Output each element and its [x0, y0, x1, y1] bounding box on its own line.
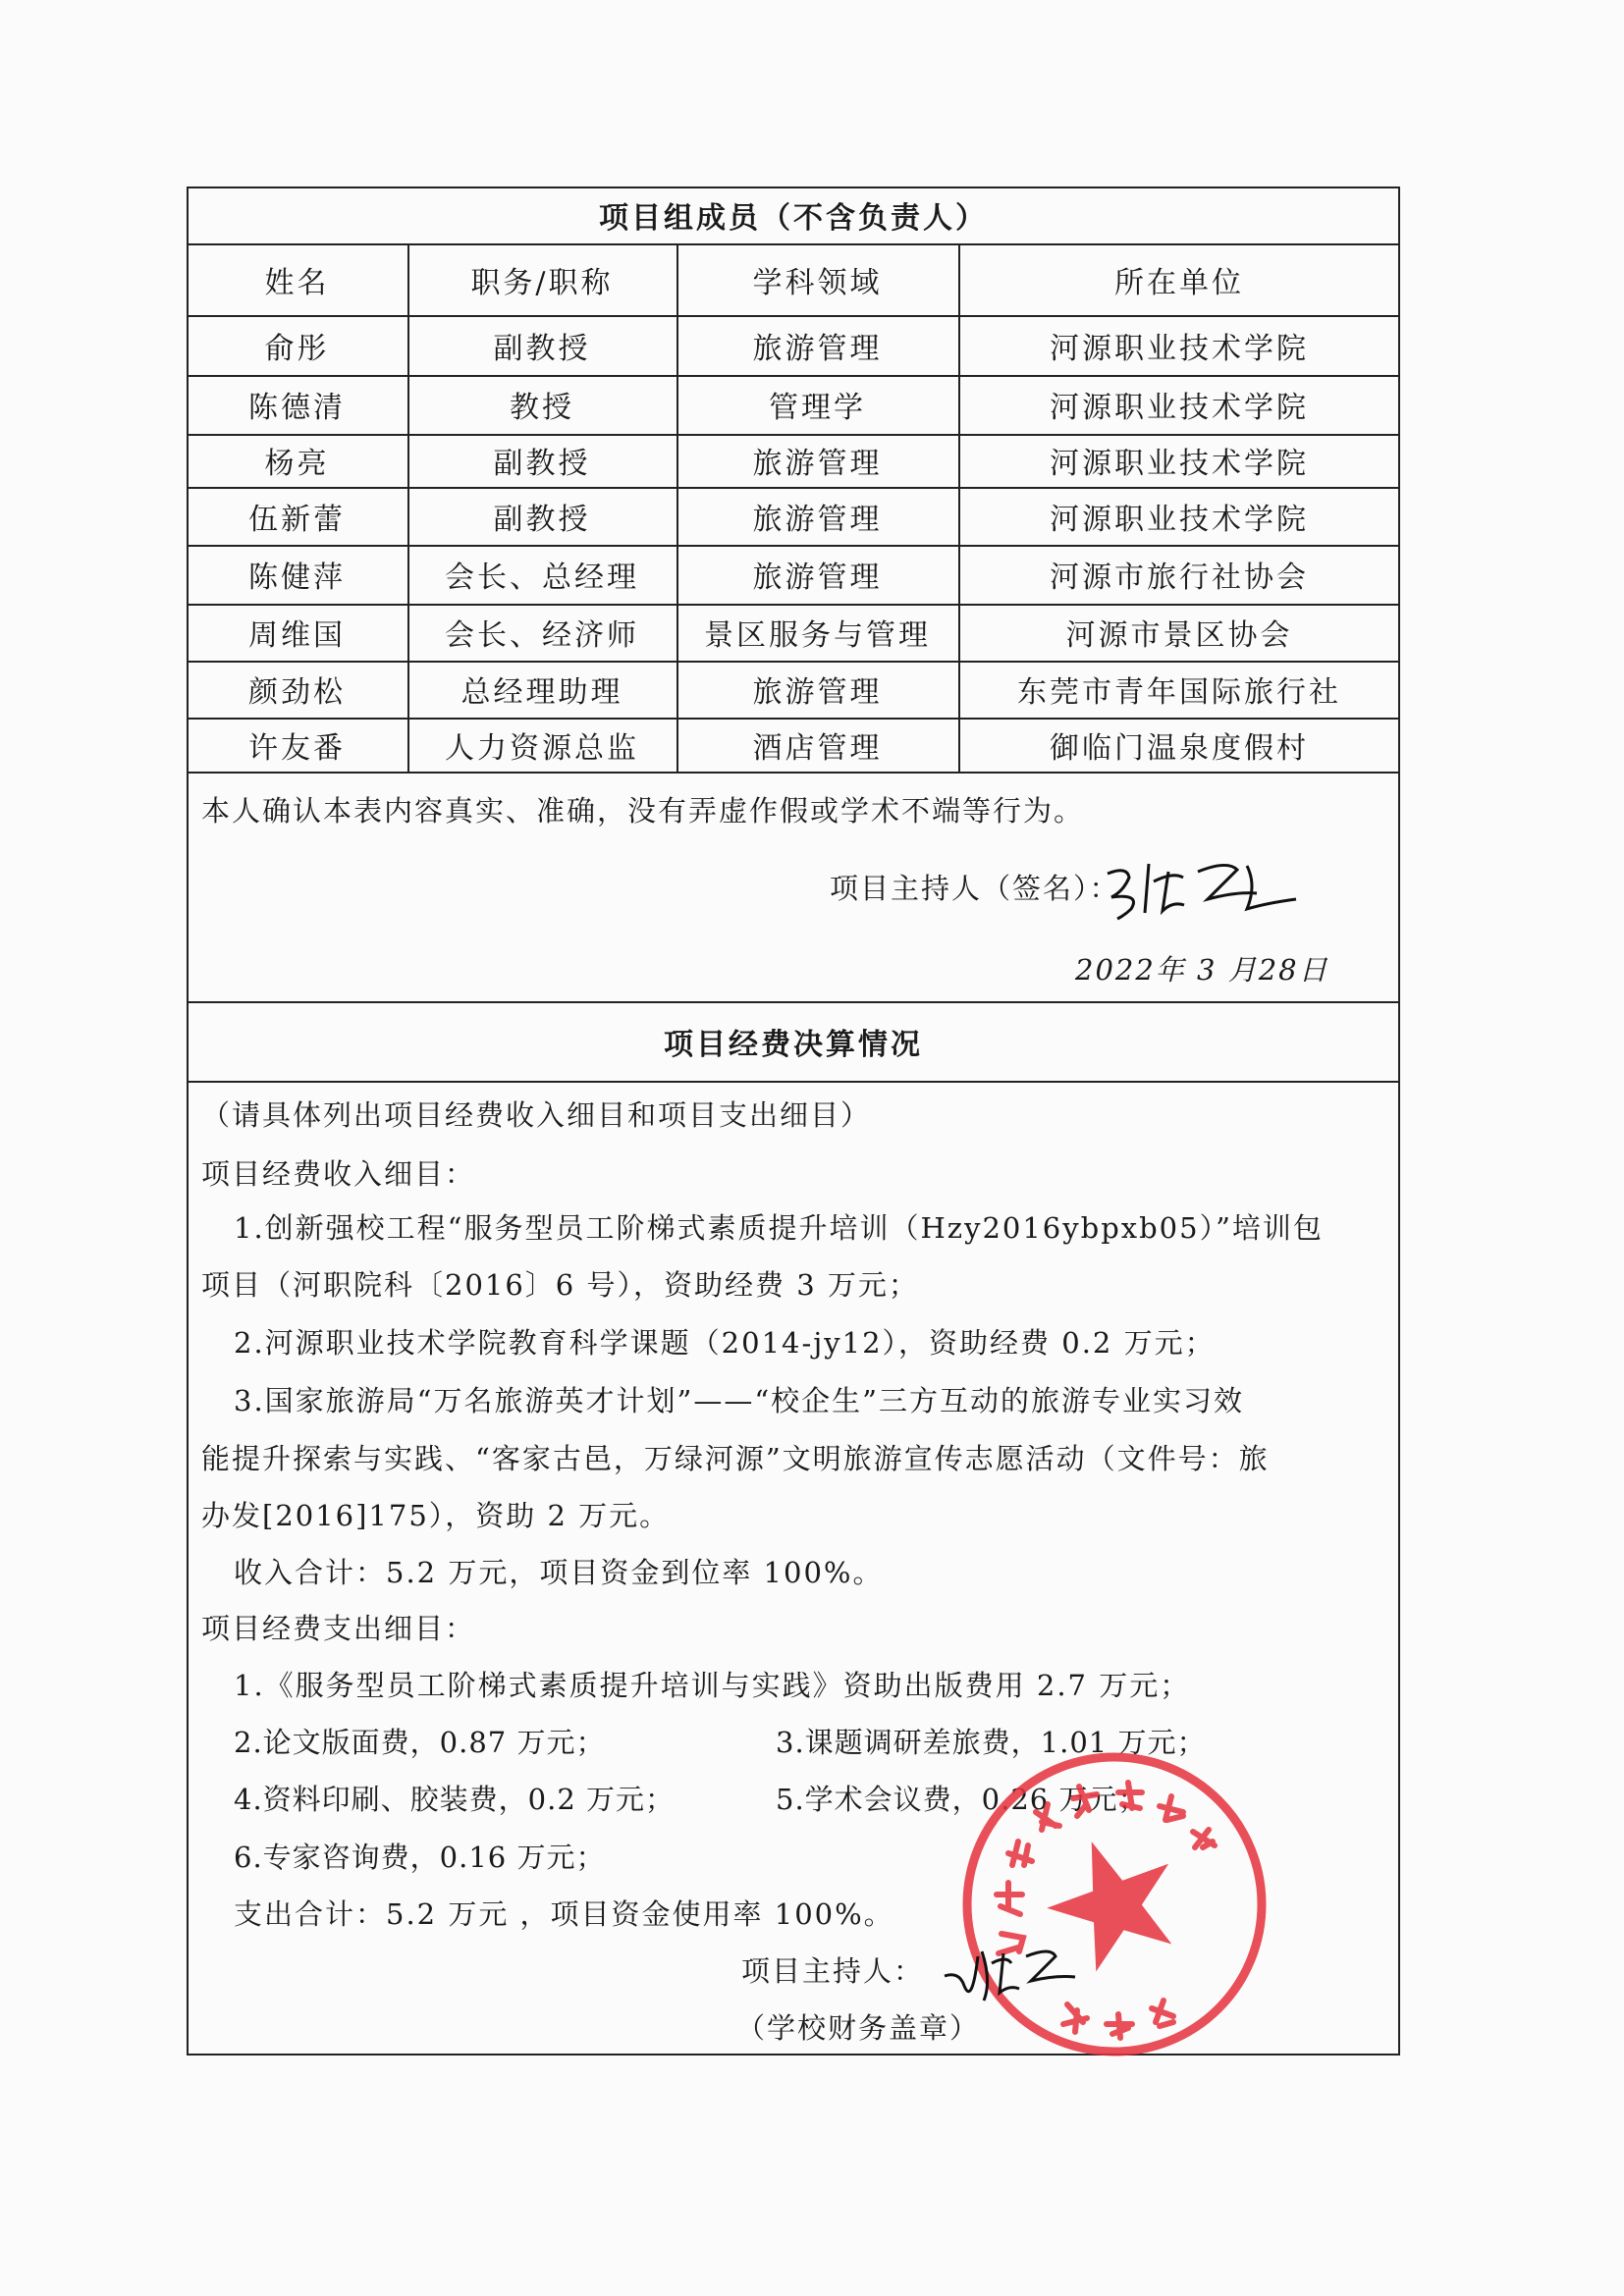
- header-unit: 所在单位: [1114, 265, 1244, 300]
- cell-name: 周维国: [248, 618, 346, 653]
- cell-title: 总经理助理: [460, 675, 623, 710]
- header-title: 职务/职称: [470, 265, 614, 300]
- expense-item: 3.课题调研差旅费，1.01 万元；: [776, 1726, 1207, 1759]
- budget-line: （请具体列出项目经费收入细目和项目支出细目）: [201, 1098, 872, 1132]
- divider: [187, 772, 1400, 774]
- members-section-title: 项目组成员（不含负责人）: [599, 201, 988, 236]
- table-bottom-border: [187, 2054, 1400, 2056]
- declaration-statement: 本人确认本表内容真实、准确，没有弄虚作假或学术不端等行为。: [201, 794, 1085, 828]
- cell-unit: 东莞市青年国际旅行社: [1017, 675, 1341, 710]
- cell-title: 会长、总经理: [445, 561, 639, 595]
- expense-item: 2.论文版面费，0.87 万元；: [234, 1726, 606, 1759]
- header-field: 学科领域: [752, 265, 883, 300]
- signer-label: 项目主持人（签名）：: [830, 872, 1120, 905]
- cell-title: 会长、经济师: [445, 618, 639, 653]
- cell-name: 陈德清: [248, 391, 346, 425]
- cell-field: 管理学: [769, 391, 866, 425]
- expense-item: 4.资料印刷、胶装费，0.2 万元；: [234, 1783, 676, 1816]
- cell-field: 旅游管理: [752, 502, 883, 537]
- budget-line: 办发[2016]175），资助 2 万元。: [201, 1499, 671, 1532]
- budget-line: 1.《服务型员工阶梯式素质提升培训与实践》资助出版费用 2.7 万元；: [234, 1669, 1191, 1702]
- expense-item: 5.学术会议费，0.26 万元；: [776, 1783, 1148, 1816]
- budget-line: 收入合计：5.2 万元，项目资金到位率 100%。: [234, 1556, 884, 1589]
- stamp-label: （学校财务盖章）: [736, 2011, 981, 2045]
- budget-line: 3.国家旅游局“万名旅游英才计划”——“校企生”三方互动的旅游专业实习效: [234, 1384, 1244, 1417]
- budget-line: 项目经费收入细目：: [201, 1157, 476, 1191]
- cell-title: 副教授: [493, 331, 591, 366]
- budget-section-title: 项目经费决算情况: [664, 1028, 923, 1062]
- cell-unit: 御临门温泉度假村: [1050, 731, 1309, 766]
- budget-line: 项目经费支出细目：: [201, 1612, 476, 1645]
- signature-date: 2022年 3 月28日: [1075, 953, 1329, 987]
- budget-line: 1.创新强校工程“服务型员工阶梯式素质提升培训（Hzy2016ybpxb05）”培训包: [234, 1211, 1324, 1245]
- cell-name: 俞彤: [264, 331, 330, 366]
- handwritten-signature: [943, 1942, 1090, 2010]
- cell-name: 陈健萍: [248, 561, 346, 595]
- cell-name: 颜劲松: [248, 675, 346, 710]
- handwritten-signature: [1100, 854, 1306, 923]
- cell-name: 伍新蕾: [248, 502, 346, 537]
- cell-name: 杨亮: [264, 447, 330, 481]
- host-label: 项目主持人：: [741, 1954, 925, 1988]
- divider: [187, 1081, 1400, 1083]
- cell-field: 酒店管理: [752, 731, 883, 766]
- cell-title: 教授: [510, 391, 574, 425]
- cell-unit: 河源职业技术学院: [1050, 391, 1309, 425]
- cell-unit: 河源职业技术学院: [1050, 331, 1309, 366]
- cell-unit: 河源市景区协会: [1065, 618, 1293, 653]
- expense-total: 支出合计：5.2 万元 ，项目资金使用率 100%。: [234, 1897, 894, 1931]
- budget-line: 项目（河职院科〔2016〕6 号），资助经费 3 万元；: [201, 1268, 919, 1302]
- cell-title: 副教授: [493, 502, 591, 537]
- cell-name: 许友番: [248, 731, 346, 766]
- cell-unit: 河源市旅行社协会: [1050, 561, 1309, 595]
- expense-item: 6.专家咨询费，0.16 万元；: [234, 1841, 606, 1874]
- cell-field: 旅游管理: [752, 447, 883, 481]
- cell-title: 副教授: [493, 447, 591, 481]
- cell-unit: 河源职业技术学院: [1050, 447, 1309, 481]
- budget-line: 能提升探索与实践、“客家古邑，万绿河源”文明旅游宣传志愿活动（文件号：旅: [201, 1442, 1270, 1475]
- cell-title: 人力资源总监: [445, 731, 639, 766]
- cell-field: 旅游管理: [752, 331, 883, 366]
- budget-line: 2.河源职业技术学院教育科学课题（2014-jy12），资助经费 0.2 万元；: [234, 1326, 1216, 1360]
- cell-field: 旅游管理: [752, 561, 883, 595]
- cell-field: 旅游管理: [752, 675, 883, 710]
- cell-unit: 河源职业技术学院: [1050, 502, 1309, 537]
- cell-field: 景区服务与管理: [704, 618, 931, 653]
- header-name: 姓名: [264, 265, 330, 300]
